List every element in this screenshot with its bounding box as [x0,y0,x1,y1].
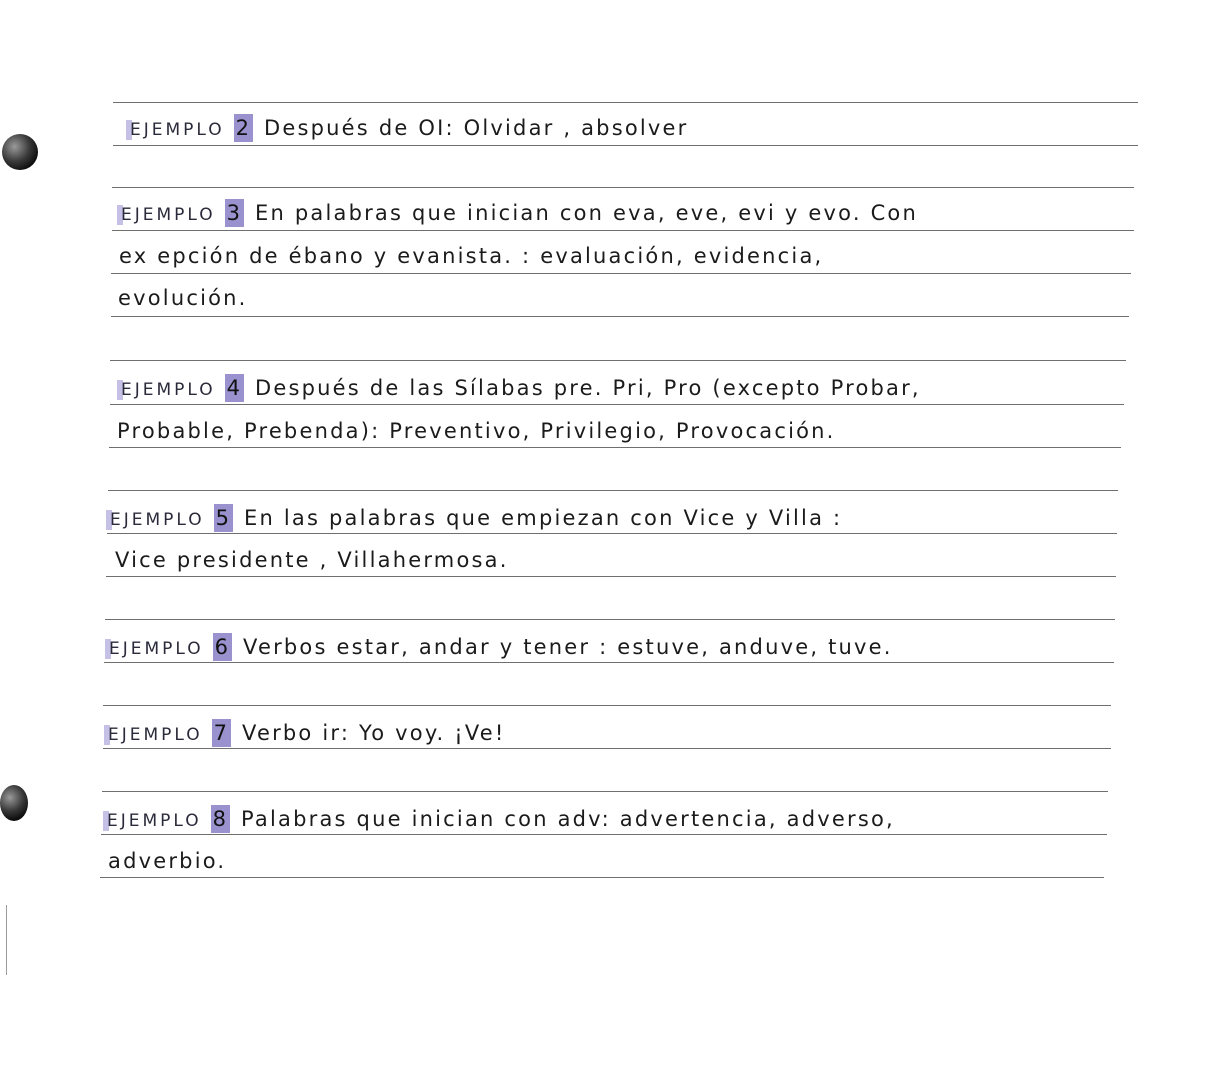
ruled-line [113,102,1138,103]
example-text: Palabras que inician con adv: advertencia, adverso, [241,807,895,831]
example-4-line-1 [117,374,921,404]
example-label: EJEMPLO [106,510,205,530]
ruled-line [110,360,1126,361]
example-label: EJEMPLO [103,811,202,831]
example-text: Verbos estar, andar y tener : estuve, anduve, tuve. [243,635,893,659]
example-text: Vice presidente , Villahermosa. [115,548,509,572]
ruled-line [112,230,1134,231]
example-text: Verbo ir: Yo voy. ¡Ve! [242,721,506,745]
example-label: EJEMPLO [105,639,204,659]
example-number-badge: 2 [235,116,252,140]
ruled-line [110,404,1124,405]
example-text: evolución. [118,286,248,310]
example-number-badge: 7 [213,721,230,745]
example-6-line-1 [105,633,893,663]
example-3-line-1 [117,199,918,229]
ruled-line [112,187,1134,188]
example-label: EJEMPLO [126,120,225,140]
ruled-line [103,705,1111,706]
example-8-line-1 [103,805,895,835]
example-label: EJEMPLO [117,205,216,225]
ruled-line [102,791,1108,792]
ruled-line [108,490,1118,491]
example-7-line-1 [104,719,506,749]
example-number-badge: 3 [226,201,243,225]
example-number-badge: 8 [212,807,229,831]
example-5-line-2 [115,546,509,574]
example-3-line-3 [118,284,248,312]
example-text: ex epción de ébano y evanista. : evaluación, evidencia, [119,244,824,268]
example-text: En las palabras que empiezan con Vice y Villa : [244,506,843,530]
example-text: adverbio. [108,849,227,873]
ruled-line [113,145,1138,146]
example-number-badge: 6 [214,635,231,659]
ruled-line [111,316,1129,317]
example-text: En palabras que inician con eva, eve, evi y evo. Con [255,201,918,225]
example-8-line-2 [108,847,226,875]
example-5-line-1 [106,504,842,534]
binder-hole-icon [2,134,38,170]
ruled-line [106,576,1116,577]
binder-hole-icon [0,785,28,821]
example-text: Probable, Prebenda): Preventivo, Privilegio, Provocación. [117,419,836,443]
example-3-line-2 [119,242,823,270]
example-number-badge: 4 [226,376,243,400]
ruled-line [111,273,1131,274]
ruled-line [100,877,1104,878]
example-label: EJEMPLO [104,725,203,745]
example-label: EJEMPLO [117,380,216,400]
margin-line [6,905,7,975]
ruled-line [109,447,1121,448]
example-4-line-2 [117,417,836,445]
ruled-line [105,619,1115,620]
example-number-badge: 5 [215,506,232,530]
example-text: Después de las Sílabas pre. Pri, Pro (excepto Probar, [255,376,921,400]
example-text: Después de OI: Olvidar , absolver [264,116,689,140]
example-2-line-1 [126,114,689,144]
